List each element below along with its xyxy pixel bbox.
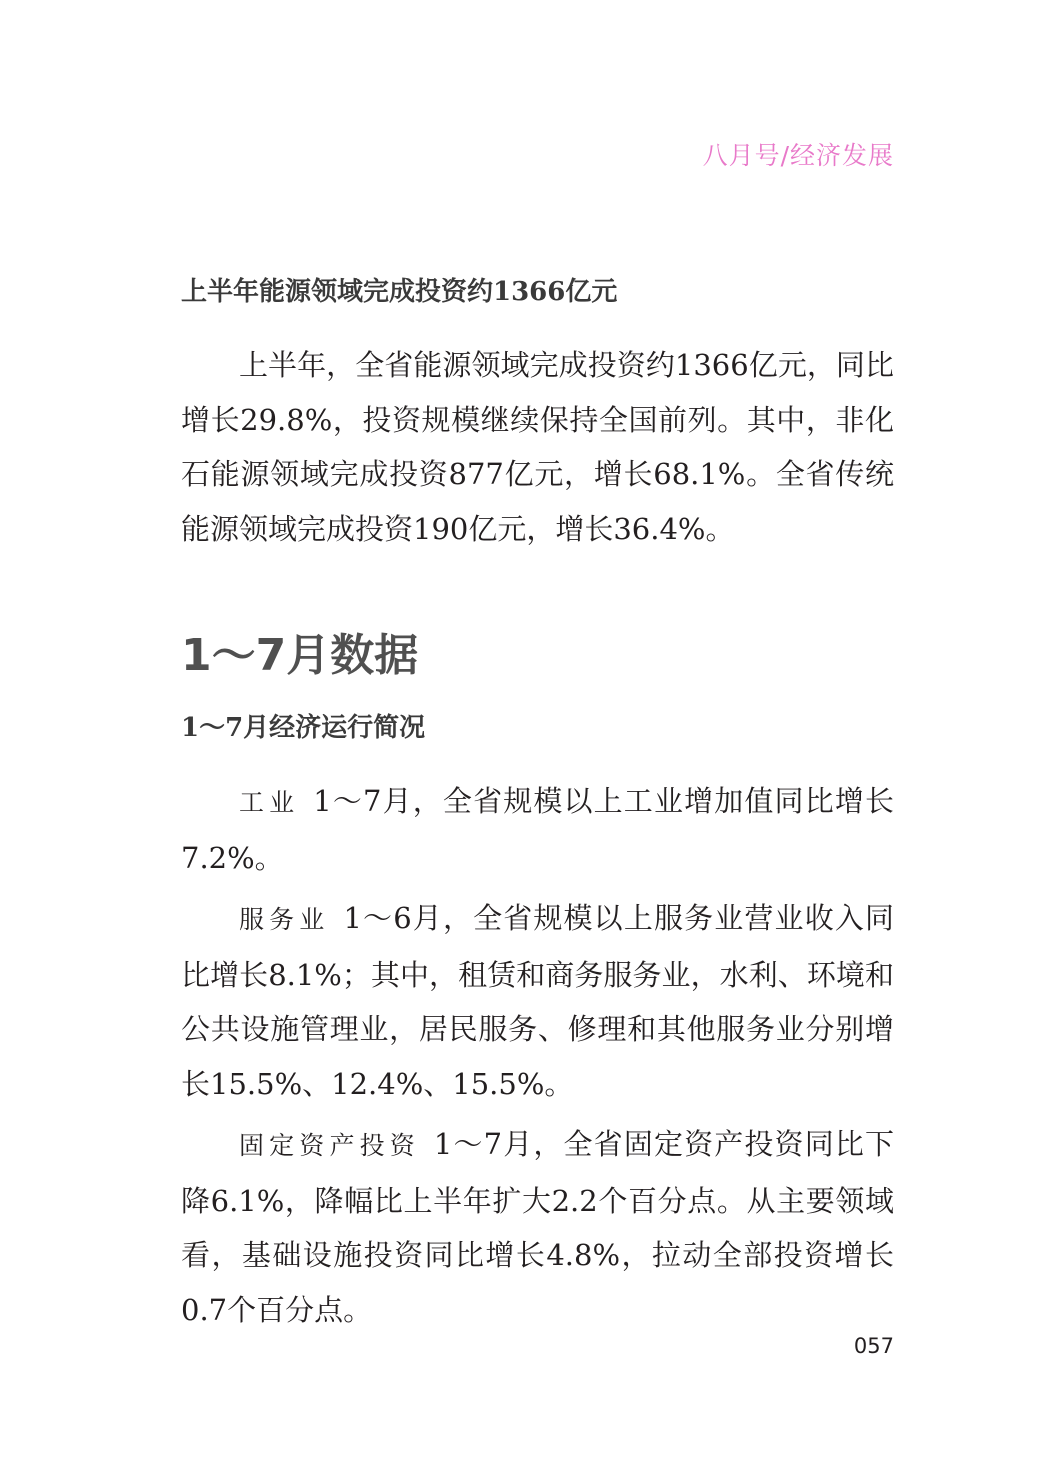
services-text: 1～6月，全省规模以上服务业营业收入同比增长8.1%；其中，租赁和商务服务业，水利、环境和公共设施管理业，居民服务、修理和其他服务业分别增长15.5%、12.4%、15.5%。: [181, 901, 894, 1101]
article-body: [181, 272, 894, 1337]
section-title-jan-jul-data: 1～7月数据: [181, 630, 419, 681]
industry-text: 1～7月，全省规模以上工业增加值同比增长7.2%。: [181, 784, 894, 875]
running-head: 八月号/经济发展: [702, 141, 894, 170]
page-number: 057: [853, 1334, 894, 1358]
energy-investment-heading: 上半年能源领域完成投资约1366亿元: [181, 277, 618, 307]
fixed-asset-lead: 固定资产投资: [239, 1131, 420, 1160]
fixed-asset-text: 1～7月，全省固定资产投资同比下降6.1%，降幅比上半年扩大2.2个百分点。从主要领域看，基础设施投资同比增长4.8%，拉动全部投资增长0.7个百分点。: [181, 1127, 894, 1327]
services-lead: 服务业: [239, 905, 330, 934]
services-paragraph: [181, 891, 894, 1111]
industry-paragraph: [181, 774, 894, 885]
economic-overview-heading: 1～7月经济运行简况: [181, 713, 426, 743]
energy-investment-paragraph: 上半年，全省能源领域完成投资约1366亿元，同比增长29.8%，投资规模继续保持全国前列。其中，非化石能源领域完成投资877亿元，增长68.1%。全省传统能源领域完成投资190亿元，增长36.4%。: [181, 348, 894, 546]
fixed-asset-paragraph: [181, 1117, 894, 1337]
industry-lead: 工业: [239, 788, 300, 817]
